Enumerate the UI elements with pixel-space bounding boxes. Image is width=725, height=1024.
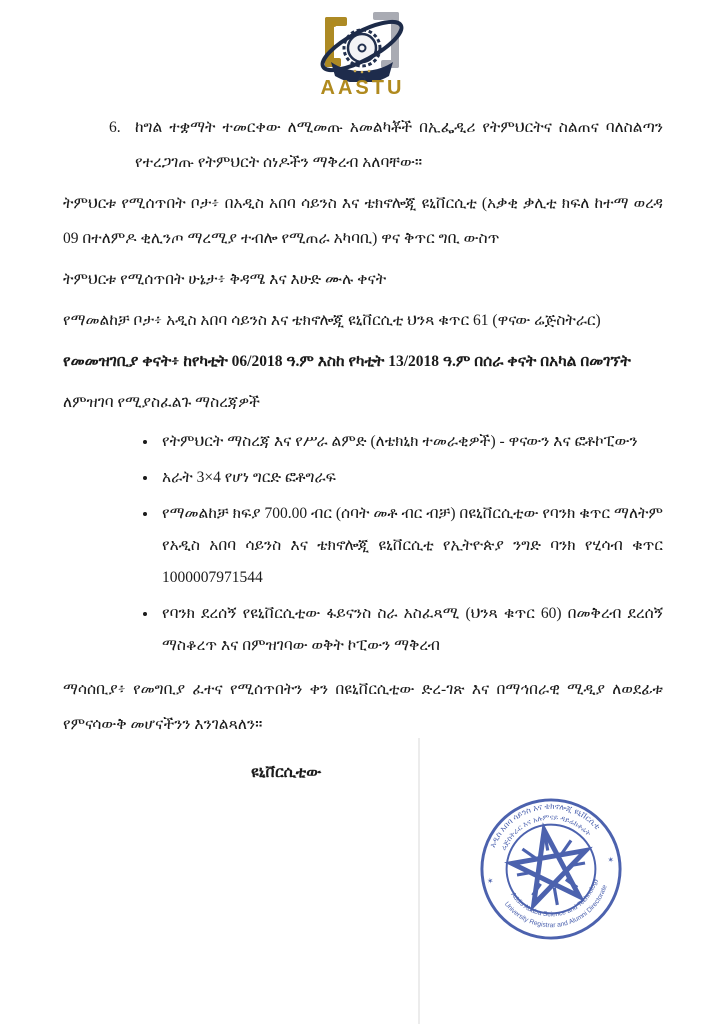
requirement-item — [158, 598, 663, 662]
education-schedule-paragraph: ትምህርቱ የሚሰጥበት ሁኔታ፥ ቅዳሜ እና እሁድ ሙሉ ቀናት — [63, 271, 387, 288]
document-body — [0, 110, 725, 790]
education-location-paragraph: ትምህርቱ የሚሰጥበት ቦታ፥ በአዲስ አበባ ሳይንስ እና ቴክኖሎጂ ዩኒቨርሲቲ (አቃቂ ቃሊቲ ክፍለ ከተማ ወረዳ 09 በተለምዶ ቂሊንጦ ማረሚያ ተብሎ የሚጠራ አካባቢ) ዋና ቅጥር ግቢ ውስጥ — [63, 195, 663, 247]
stamp-side-star-right: ✶ — [606, 854, 615, 865]
list-item-text: ከግል ተቋማት ተመርቀው ለሚመጡ አመልካቾች በኢፌዲሪ የትምህርትና ስልጠና ባለስልጣን የተረጋገጡ የትምህርት ሰነዶችን ማቅረብ አለባቸው። — [135, 119, 663, 171]
requirement-item — [158, 426, 663, 458]
stamp-amharic-line2: ሬጅስትራር እና አሉምናይ ዳይሬክቶሬት — [498, 812, 594, 852]
registration-dates-paragraph: የመመዝገቢያ ቀናት፥ ከየካቲት 06/2018 ዓ.ም እስከ የካቲት 13/2018 ዓ.ም በሰራ ቀናት በአካል በመገኘት — [63, 353, 631, 370]
requirement-text: የትምህርት ማስረጃ እና የሥራ ልምድ (ለቴክኒክ ተመራቂዎች) - ዋናውን እና ፎቶኮፒውን — [162, 433, 638, 450]
scan-artifact-line — [418, 738, 420, 1024]
list-item-6 — [63, 110, 663, 180]
list-item-number: 6. — [109, 119, 121, 136]
requirement-item — [158, 462, 663, 494]
university-stamp — [465, 783, 636, 954]
requirement-item — [158, 498, 663, 594]
requirements-list — [63, 426, 663, 662]
orbit-dot — [331, 21, 337, 27]
notice-paragraph: ማሳሰቢያ፥ የመግቢያ ፈተና የሚሰጥበትን ቀን በዩኒቨርሲቲው ድረ-ገጽ እና በማኅበራዊ ሚዲያ ለወደፊቱ የምናሳውቅ መሆናችንን እንገልጻለን። — [63, 681, 663, 733]
stamp-amharic-line1: አዲስ አበባ ሳይንስ እና ቴክኖሎጂ ዩኒቨርሲቲ — [488, 801, 602, 849]
logo-acronym-text: AASTU — [320, 77, 405, 99]
requirements-heading: ለምዝገባ የሚያስፈልጉ ማስረጃዎች — [63, 394, 260, 411]
requirement-text: አራት 3×4 የሆነ ግርድ ፎቶግራፍ — [162, 469, 336, 486]
application-place-paragraph: የማመልከቻ ቦታ፥ አዲስ አበባ ሳይንስ እና ቴክኖሎጂ ዩኒቨርሲቲ ህንጻ ቁጥር 61 (ዋናው ሬጅስትራር) — [63, 312, 601, 329]
university-logo-icon — [303, 10, 423, 82]
requirement-text: የማመልከቻ ክፍያ 700.00 ብር (ሰባት መቶ ብር ብቻ) በዩኒቨርሲቲው የባንክ ቁጥር ማለትም የአዲስ አበባ ሳይንስ እና ቴክኖሎጂ ዩኒቨርሲቲ የኢትዮጵያ ንግድ ባንክ የሂሳብ ቁጥር 1000007971544 — [162, 505, 663, 586]
stamp-english-line2: University Registrar and Alumni Directorate — [502, 884, 609, 930]
stamp-side-star-left: ✶ — [486, 876, 495, 887]
requirement-text: የባንክ ደረሰኝ የዩኒቨርሲቲው ፋይናንስ ስራ አስፈጻሚ (ህንጻ ቁጥር 60) በመቅረብ ደረሰኝ ማስቆረጥ እና በምዝገባው ወቅት ኮፒውን ማቅረብ — [162, 605, 663, 654]
stamp-english-line1: Addis Ababa Science and Technology — [509, 877, 600, 919]
signature-text: ዩኒቨርሲቲው — [251, 764, 322, 781]
university-logo — [0, 0, 725, 102]
